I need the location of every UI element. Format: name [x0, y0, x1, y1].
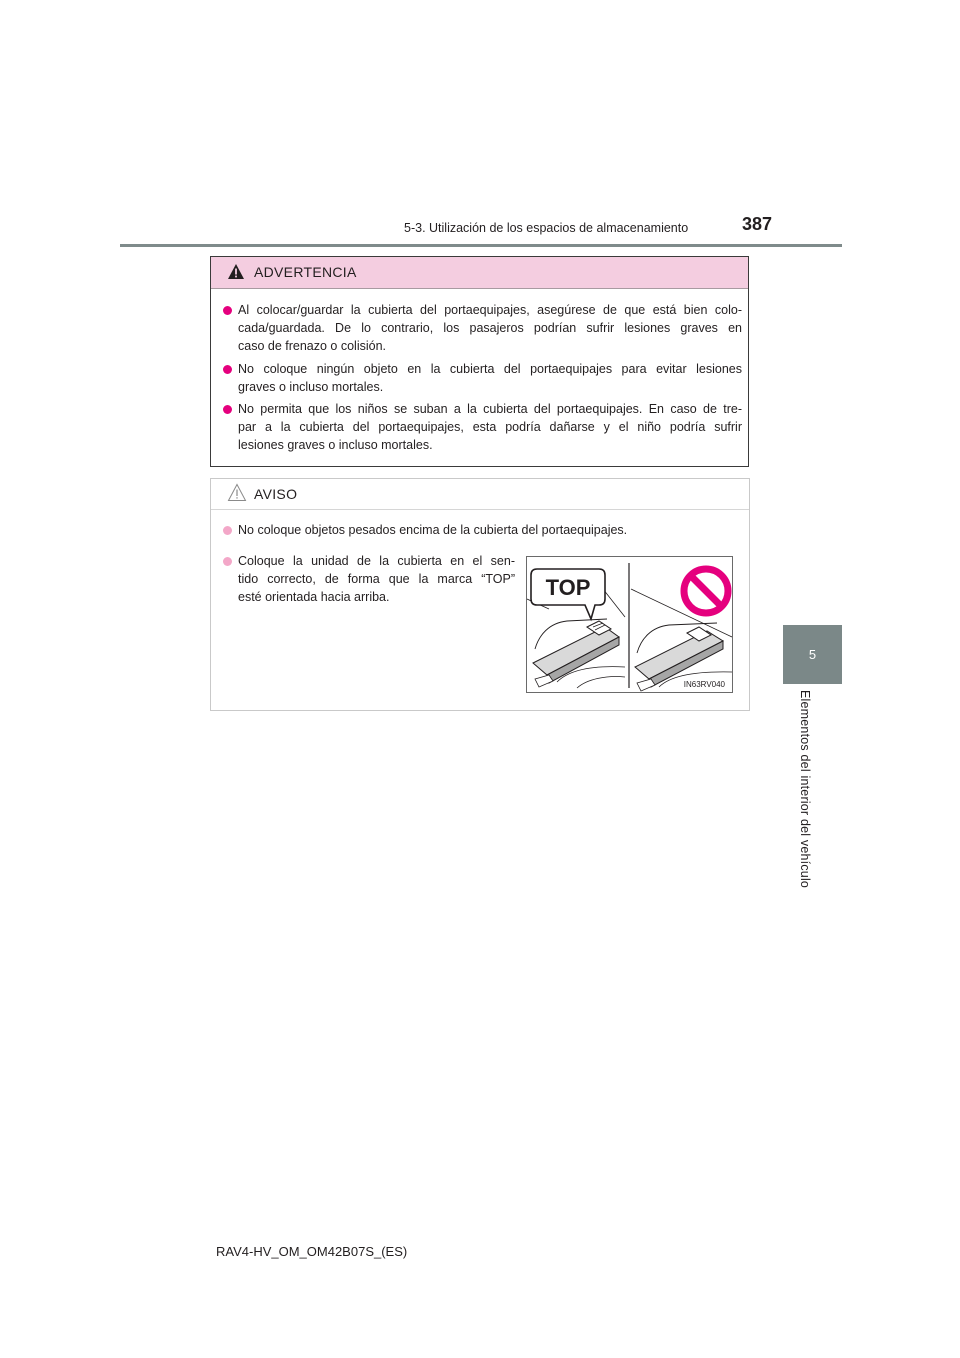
warning-item-1	[223, 301, 742, 355]
chapter-number: 5	[808, 647, 817, 662]
section-title: 5-3. Utilización de los espacios de almacenamiento	[404, 221, 689, 235]
wrong-orientation-panel	[631, 569, 732, 691]
warning-triangle-icon	[227, 263, 245, 280]
warning-item-2-line-2: graves o incluso mortales.	[238, 380, 384, 394]
prohibited-icon	[684, 569, 728, 613]
page-number: 387	[742, 214, 773, 234]
warning-item-2	[223, 360, 742, 396]
warning-item-1-line-1: Al colocar/guardar la cubierta del portaequipajes, asegúrese de que está bien colo-	[238, 303, 742, 317]
bullet-icon	[223, 526, 232, 535]
cover-orientation-illustration	[526, 556, 733, 693]
notice-title: AVISO	[254, 486, 298, 502]
warning-item-1-line-2: cada/guardada. De lo contrario, los pasajeros podrían sufrir lesiones graves en	[238, 321, 742, 335]
warning-title: ADVERTENCIA	[254, 264, 357, 280]
correct-orientation-panel	[527, 569, 625, 688]
chapter-tab	[783, 625, 842, 684]
chapter-title: Elementos del interior del vehículo	[798, 690, 812, 889]
top-mark-label: TOP	[545, 575, 591, 600]
figure-code: IN63RV040	[683, 680, 725, 689]
warning-box	[210, 256, 749, 467]
warning-item-1-line-3: caso de frenazo o colisión.	[238, 339, 387, 353]
document-code: RAV4-HV_OM_OM42B07S_(ES)	[216, 1244, 408, 1259]
bullet-icon	[223, 557, 232, 566]
warning-item-3-line-3: lesiones graves o incluso mortales.	[238, 438, 433, 452]
warning-item-3-line-2: par a la cubierta del portaequipajes, esta podría dañarse y el niño podría sufrir	[238, 420, 742, 434]
notice-item-2-line-2: tido correcto, de forma que la marca “TOP”	[238, 572, 515, 586]
warning-item-3	[223, 400, 742, 454]
notice-header	[211, 479, 749, 510]
bullet-icon	[223, 365, 232, 374]
caution-triangle-icon	[227, 483, 247, 502]
header-divider	[120, 244, 842, 247]
notice-item-1	[223, 521, 742, 539]
warning-header	[211, 257, 748, 289]
notice-item-2-line-1: Coloque la unidad de la cubierta en el sen-	[238, 554, 515, 568]
notice-item-2-line-3: esté orientada hacia arriba.	[238, 590, 390, 604]
bullet-icon	[223, 306, 232, 315]
notice-box	[210, 478, 750, 711]
notice-item-2	[223, 552, 515, 606]
warning-item-3-line-1: No permita que los niños se suban a la cubierta del portaequipajes. En caso de tre-	[238, 402, 742, 416]
bullet-icon	[223, 405, 232, 414]
warning-item-2-line-1: No coloque ningún objeto en la cubierta del portaequipajes para evitar lesiones	[238, 362, 742, 376]
notice-item-1-line-1: No coloque objetos pesados encima de la cubierta del portaequipajes.	[238, 523, 628, 537]
